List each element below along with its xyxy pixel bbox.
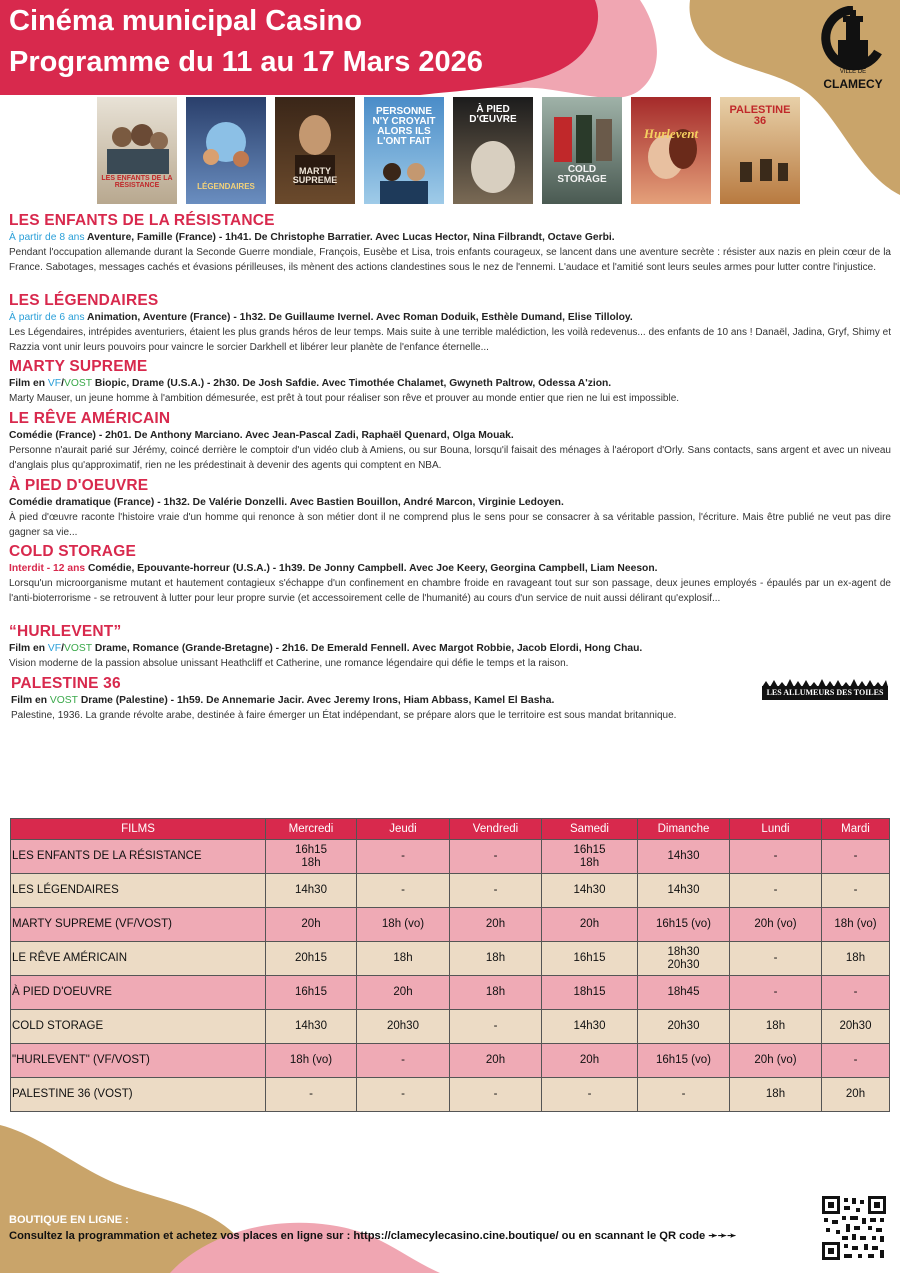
- schedule-showtime: -: [357, 1044, 450, 1078]
- slash: /: [61, 378, 64, 389]
- film-title: MARTY SUPREME: [9, 358, 148, 375]
- film-meta-text: Biopic, Drame (U.S.A.) - 2h30. De Josh Safdie. Avec Timothée Chalamet, Gwyneth Paltrow, Odessa A'zion.: [92, 378, 612, 389]
- vost-tag: VOST: [63, 378, 92, 389]
- film-a-pied-doeuvre: [9, 476, 891, 540]
- poster-5[interactable]: [453, 97, 533, 204]
- col-vendredi: Vendredi: [450, 819, 542, 840]
- film-prefix: Film en: [9, 643, 48, 654]
- schedule-showtime: -: [450, 840, 542, 874]
- schedule-showtime: 20h (vo): [730, 1044, 822, 1078]
- poster-palestine-icon: [720, 97, 800, 204]
- film-enfants-resistance: [9, 211, 891, 275]
- clamecy-logo-line2: CLAMECY: [823, 77, 883, 91]
- schedule-film-name: MARTY SUPREME (VF/VOST): [11, 908, 266, 942]
- schedule-showtime: 16h15: [266, 976, 357, 1010]
- schedule-showtime: -: [822, 976, 890, 1010]
- schedule-showtime: 18h: [450, 942, 542, 976]
- poster-marty-icon: [275, 97, 355, 204]
- col-mercredi: Mercredi: [266, 819, 357, 840]
- schedule-row: [11, 1010, 890, 1044]
- schedule-row: [11, 942, 890, 976]
- schedule-showtime: -: [266, 1078, 357, 1112]
- age-tag: À partir de 8 ans: [9, 232, 85, 243]
- allumeurs-logo-text: LES ALLUMEURS DES TOILES: [762, 686, 888, 700]
- schedule-row: [11, 908, 890, 942]
- col-jeudi: Jeudi: [357, 819, 450, 840]
- poster-reve-americain-icon: [364, 97, 444, 204]
- poster-1[interactable]: [97, 97, 177, 204]
- poster-2-title: LÉGENDAIRES: [197, 182, 255, 191]
- schedule-showtime: 20h: [542, 908, 638, 942]
- film-meta: [9, 310, 891, 325]
- schedule-showtime: 18h: [357, 942, 450, 976]
- schedule-showtime: 20h30: [638, 1010, 730, 1044]
- schedule-showtime: 20h15: [266, 942, 357, 976]
- schedule-film-name: LE RÊVE AMÉRICAIN: [11, 942, 266, 976]
- schedule-film-name: LES LÉGENDAIRES: [11, 874, 266, 908]
- film-meta: [9, 641, 891, 656]
- poster-a-pied-icon: [453, 97, 533, 204]
- film-meta-text: Animation, Aventure (France) - 1h32. De Guillaume Ivernel. Avec Roman Doduik, Esthèle Dumand, Elise Tilloloy.: [84, 312, 633, 323]
- schedule-showtime: 16h15 18h: [542, 840, 638, 874]
- film-description: À pied d'œuvre raconte l'histoire vraie d'un homme qui renonce à son métier dont il ne comprend plus le sens pour se consacrer à sa véritable passion, l'écriture. Mais être publié ne veut pas dire gagner sa vie...: [9, 512, 891, 538]
- schedule-row: [11, 1078, 890, 1112]
- film-meta-text: Drame, Romance (Grande-Bretagne) - 2h16. De Emerald Fennell. Avec Margot Robbie, Jacob Elordi, Hong Chau.: [92, 643, 643, 654]
- schedule-showtime: -: [730, 874, 822, 908]
- schedule-showtime: 18h: [822, 942, 890, 976]
- schedule-showtime: 20h30: [822, 1010, 890, 1044]
- film-meta: [11, 693, 893, 708]
- schedule-film-name: PALESTINE 36 (VOST): [11, 1078, 266, 1112]
- schedule-showtime: -: [450, 1010, 542, 1044]
- schedule-showtime: -: [357, 874, 450, 908]
- schedule-showtime: 20h: [266, 908, 357, 942]
- film-meta: [9, 561, 891, 576]
- header-title-line1: Cinéma municipal Casino: [9, 5, 362, 37]
- col-samedi: Samedi: [542, 819, 638, 840]
- film-palestine-36: [11, 674, 893, 723]
- film-meta: [9, 230, 891, 245]
- poster-5-title: À PIED D'ŒUVRE: [469, 104, 517, 125]
- schedule-showtime: -: [730, 942, 822, 976]
- schedule-showtime: -: [357, 840, 450, 874]
- film-prefix: Film en: [11, 695, 50, 706]
- film-title: LES LÉGENDAIRES: [9, 292, 159, 309]
- poster-8[interactable]: [720, 97, 800, 204]
- schedule-showtime: -: [730, 976, 822, 1010]
- schedule-showtime: 20h: [357, 976, 450, 1010]
- age-restriction-tag: Interdit - 12 ans: [9, 563, 86, 574]
- schedule-showtime: 14h30: [638, 874, 730, 908]
- poster-6-title: COLD STORAGE: [557, 164, 607, 185]
- film-description: Lorsqu'un microorganisme mutant et hautement contagieux s'échappe d'un confinement en chambre froide en ravageant tout sur son passage, deux jeunes employés - épaulés par un ex-agent de l'anti-bioterrorisme - se retrouvent à lutter pour leur propre survie (et accessoirement celle de l'humanité) au cours d'un service de nuit aussi délirant qu'explosif...: [9, 578, 891, 604]
- film-cold-storage: [9, 542, 891, 606]
- poster-2[interactable]: [186, 97, 266, 204]
- film-meta-text: Drame (Palestine) - 1h59. De Annemarie Jacir. Avec Jeremy Irons, Hiam Abbass, Kamel El Basha.: [77, 695, 555, 706]
- schedule-showtime: -: [638, 1078, 730, 1112]
- film-marty-supreme: [9, 357, 891, 406]
- vf-tag: VF: [47, 643, 62, 654]
- film-title: COLD STORAGE: [9, 543, 136, 560]
- poster-1-title: LES ENFANTS DE LA RÉSISTANCE: [101, 175, 173, 189]
- film-legendaires: [9, 291, 891, 355]
- qr-code-icon[interactable]: [822, 1196, 886, 1260]
- film-meta-text: Comédie dramatique (France) - 1h32. De Valérie Donzelli. Avec Bastien Bouillon, André Marcon, Virginie Ledoyen.: [9, 497, 564, 508]
- film-title: LE RÊVE AMÉRICAIN: [9, 410, 171, 427]
- schedule-showtime: -: [822, 1044, 890, 1078]
- film-reve-americain: [9, 409, 891, 473]
- film-title: À PIED D'OEUVRE: [9, 477, 149, 494]
- schedule-showtime: 20h: [822, 1078, 890, 1112]
- schedule-table: [10, 818, 890, 1112]
- schedule-showtime: -: [730, 840, 822, 874]
- col-lundi: Lundi: [730, 819, 822, 840]
- schedule-showtime: 18h (vo): [357, 908, 450, 942]
- schedule-showtime: 20h: [450, 908, 542, 942]
- schedule-showtime: 20h30: [357, 1010, 450, 1044]
- poster-hurlevent-icon: [631, 97, 711, 204]
- schedule-row: [11, 976, 890, 1010]
- film-title: “HURLEVENT”: [9, 623, 122, 640]
- slash: /: [61, 643, 64, 654]
- vost-tag: VOST: [63, 643, 92, 654]
- film-description: Pendant l'occupation allemande durant la Seconde Guerre mondiale, François, Eusèbe et Lisa, trois enfants courageux, se lancent dans une aventure secrète : résister aux nazis en plein cœur de la France. Sabotages, messages cachés et évasions périlleuses, ils mènent des actions clandestines sous le nez de l'ennemi. L'audace et l'amitié sont leurs seules armes pour lutter contre l'injustice.: [9, 247, 891, 273]
- schedule-showtime: -: [822, 874, 890, 908]
- vost-tag: VOST: [49, 695, 78, 706]
- schedule-showtime: 20h: [542, 1044, 638, 1078]
- schedule-showtime: 18h: [450, 976, 542, 1010]
- schedule-showtime: 14h30: [266, 1010, 357, 1044]
- schedule-showtime: 14h30: [266, 874, 357, 908]
- schedule-showtime: 18h30 20h30: [638, 942, 730, 976]
- schedule-row: [11, 874, 890, 908]
- poster-3[interactable]: [275, 97, 355, 204]
- header-title-line2: Programme du 11 au 17 Mars 2026: [9, 46, 483, 78]
- poster-4[interactable]: [364, 97, 444, 204]
- schedule-showtime: 16h15 18h: [266, 840, 357, 874]
- film-title: LES ENFANTS DE LA RÉSISTANCE: [9, 212, 275, 229]
- film-description: Les Légendaires, intrépides aventuriers, étaient les plus grands héros de leur temps. Mais suite à une terrible malédiction, les voilà redevenus... des enfants de 10 ans ! Danaël, Jadina, Gryf, Shimy et Razzia vont unir leurs pouvoirs pour vaincre le sorcier Darkhell et libérer leur planète de l'enfance éternelle...: [9, 327, 891, 353]
- poster-6[interactable]: [542, 97, 622, 204]
- clamecy-emblem-icon: [818, 6, 888, 70]
- schedule-showtime: 16h15 (vo): [638, 908, 730, 942]
- schedule-showtime: -: [357, 1078, 450, 1112]
- film-description: Vision moderne de la passion absolue unissant Heathcliff et Catherine, une romance légendaire qui défie le temps et la raison.: [9, 658, 569, 669]
- poster-4-title: PERSONNE N'Y CROYAIT ALORS ILS L'ONT FAIT: [372, 106, 436, 147]
- clamecy-logo: [818, 6, 888, 92]
- schedule-showtime: -: [450, 1078, 542, 1112]
- poster-3-title: MARTY SUPREME: [292, 166, 338, 185]
- schedule-showtime: 14h30: [638, 840, 730, 874]
- schedule-showtime: 20h (vo): [730, 908, 822, 942]
- vf-tag: VF: [47, 378, 62, 389]
- footer-text[interactable]: Consultez la programmation et achetez vos places en ligne sur : https://clamecylecasino.cine.boutique/ ou en scannant le QR code ➛➛➛: [9, 1230, 737, 1242]
- schedule-showtime: -: [450, 874, 542, 908]
- col-dimanche: Dimanche: [638, 819, 730, 840]
- schedule-header-row: [11, 819, 890, 840]
- film-hurlevent: [9, 622, 891, 671]
- schedule-showtime: 18h: [730, 1010, 822, 1044]
- film-title: PALESTINE 36: [11, 675, 121, 692]
- allumeurs-des-toiles-logo: [762, 677, 888, 701]
- schedule-film-name: COLD STORAGE: [11, 1010, 266, 1044]
- schedule-showtime: 18h (vo): [266, 1044, 357, 1078]
- schedule-film-name: "HURLEVENT" (VF/VOST): [11, 1044, 266, 1078]
- schedule-showtime: 20h: [450, 1044, 542, 1078]
- film-meta-text: Aventure, Famille (France) - 1h41. De Christophe Barratier. Avec Lucas Hector, Nina Filbrandt, Octave Gerbi.: [84, 232, 615, 243]
- poster-7-title: Hurlevent: [643, 126, 699, 141]
- poster-strip: [97, 97, 802, 204]
- film-meta: [9, 376, 891, 391]
- poster-8-title: PALESTINE 36: [729, 104, 791, 127]
- schedule-row: [11, 1044, 890, 1078]
- col-films: FILMS: [11, 819, 266, 840]
- schedule-showtime: 18h15: [542, 976, 638, 1010]
- schedule-film-name: À PIED D'OEUVRE: [11, 976, 266, 1010]
- poster-cold-storage-icon: [542, 97, 622, 204]
- film-prefix: Film en: [9, 378, 48, 389]
- schedule-row: [11, 840, 890, 874]
- schedule-showtime: 18h (vo): [822, 908, 890, 942]
- schedule-film-name: LES ENFANTS DE LA RÉSISTANCE: [11, 840, 266, 874]
- film-meta-text: Comédie (France) - 2h01. De Anthony Marciano. Avec Jean-Pascal Zadi, Raphaël Quenard, Olga Mouak.: [9, 430, 514, 441]
- footer-label: BOUTIQUE EN LIGNE :: [9, 1214, 129, 1226]
- schedule-showtime: 16h15: [542, 942, 638, 976]
- schedule-showtime: 14h30: [542, 874, 638, 908]
- schedule-showtime: 14h30: [542, 1010, 638, 1044]
- schedule-showtime: -: [822, 840, 890, 874]
- poster-7[interactable]: [631, 97, 711, 204]
- film-description: Palestine, 1936. La grande révolte arabe, destinée à faire émerger un État indépendant, se prépare alors que le territoire est sous mandat britannique.: [11, 710, 677, 721]
- film-meta-text: Comédie, Epouvante-horreur (U.S.A.) - 1h39. De Jonny Campbell. Avec Joe Keery, Georgina Campbell, Liam Neeson.: [85, 563, 658, 574]
- schedule-showtime: 18h: [730, 1078, 822, 1112]
- schedule-showtime: 18h45: [638, 976, 730, 1010]
- col-mardi: Mardi: [822, 819, 890, 840]
- film-description: Personne n'aurait parié sur Jérémy, coincé derrière le comptoir d'un vidéo club à Amiens, ou sur Bouna, lorsqu'il faisait des ménages à l'aéroport d'Orly. Sans contacts, sans argent et avec un niveau d'anglais plus qu'approximatif, rien ne les prédestinait à devenir des agents qui comptent en NBA.: [9, 445, 891, 471]
- schedule-showtime: 16h15 (vo): [638, 1044, 730, 1078]
- clamecy-logo-line1: VILLE DE: [839, 69, 867, 75]
- schedule-showtime: -: [542, 1078, 638, 1112]
- film-description: Marty Mauser, un jeune homme à l'ambition démesurée, est prêt à tout pour réaliser son rêve et prouver au monde entier que rien ne lui est impossible.: [9, 393, 680, 404]
- age-tag: À partir de 6 ans: [9, 312, 85, 323]
